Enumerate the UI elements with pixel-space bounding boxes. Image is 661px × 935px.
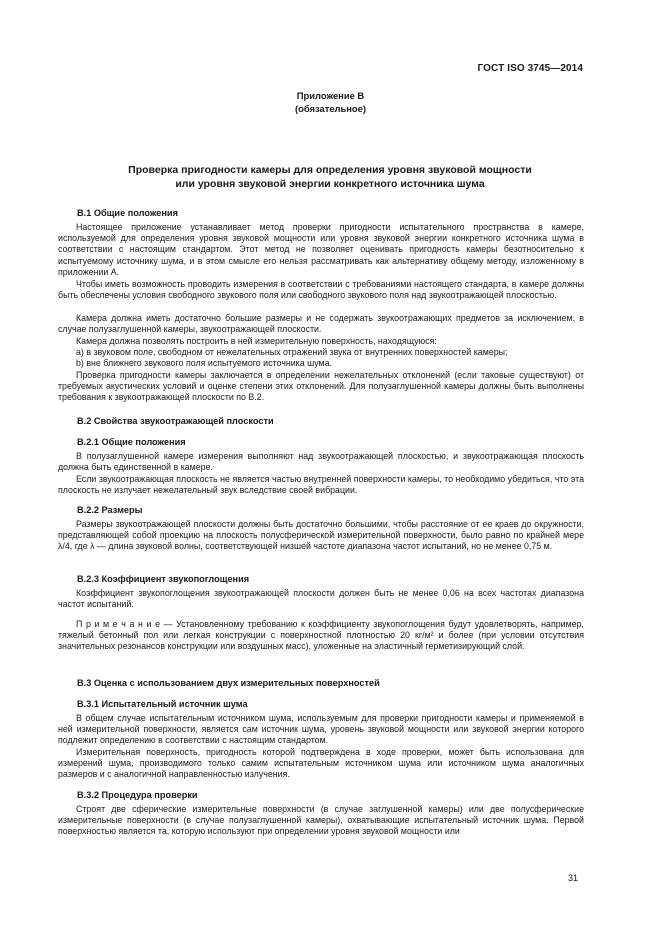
- section-b31-paragraph: [58, 747, 584, 781]
- section-b21-paragraph: [58, 474, 584, 496]
- section-b23-paragraph: [58, 588, 584, 610]
- section-b1-paragraph: [58, 370, 584, 404]
- section-b1-paragraph: [58, 279, 584, 301]
- section-b32-paragraph: [58, 804, 584, 838]
- section-b1-list-item: [58, 358, 584, 369]
- section-b2-heading: В.2 Свойства звукоотражающей плоскости: [77, 416, 274, 426]
- section-b1-paragraph: [58, 336, 584, 347]
- section-b22-paragraph: [58, 519, 584, 553]
- section-b31-heading: В.3.1 Испытательный источник шума: [77, 699, 248, 709]
- b1-p7: Проверка пригодности камеры заключается в определении нежелательных отклонений (если таковые существуют) от требуемых акустических условий и оценке степени этих отклонений. Для полузаглушенной камеры должны быть выполнены требования к звукоотражающей плоскости по В.2.: [58, 370, 584, 403]
- b21-p2: Если звукоотражающая плоскость не является частью внутренней поверхности камеры, то необходимо убедиться, что эта плоскость не излучает нежелательный звук вследствие своей вибрации.: [58, 474, 584, 496]
- b1-p2: Чтобы иметь возможность проводить измерения в соответствии с требованиями настоящего стандарта, в камере должны быть обеспечены условия свободного звукового поля или свободного звукового поля над звукоотражающей плоскостью.: [58, 279, 584, 301]
- section-b21-heading: В.2.1 Общие положения: [77, 437, 186, 447]
- section-b1-list-item: [58, 347, 584, 358]
- appendix-status: (обязательное): [295, 103, 366, 114]
- b1-p3: Камера должна иметь достаточно большие размеры и не содержать звукоотражающих предметов за исключением, в случае полузаглушенной камеры, звукоотражающей плоскости.: [58, 313, 584, 335]
- appendix-title-line1: Проверка пригодности камеры для определения уровня звуковой мощности: [128, 164, 532, 176]
- section-b31-paragraph: [58, 713, 584, 747]
- note-label: П р и м е ч а н и е: [76, 619, 161, 629]
- b23-p1: Коэффициент звукопоглощения звукоотражающей плоскости должен быть не менее 0,06 на всех частотах диапазона частот испытаний.: [58, 588, 584, 610]
- b21-p1: В полузаглушенной камере измерения выполняют над звукоотражающей плоскостью, и звукоотражающая плоскость должна быть единственной в камере.: [58, 451, 584, 473]
- appendix-title-line2: или уровня звуковой энергии конкретного источника шума: [175, 178, 485, 190]
- section-b21-paragraph: [58, 451, 584, 473]
- page-number: 31: [568, 873, 579, 883]
- section-b22-heading: В.2.2 Размеры: [77, 505, 143, 515]
- b32-p1: Строят две сферические измерительные поверхности (в случае заглушенной камеры) или две полусферические измерительные поверхности (в случае полузаглушенной камеры), охватывающие испытательный источник шума. Первой поверхностью является та, которую используют при определении уровня звуковой мощности или: [58, 804, 584, 837]
- section-b1-paragraph: [58, 313, 584, 335]
- b1-p5: а) в звуковом поле, свободном от нежелательных отражений звука от внутренних поверхностей камеры;: [76, 347, 508, 357]
- section-b32-heading: В.3.2 Процедура проверки: [77, 790, 198, 800]
- section-b3-heading: В.3 Оценка с использованием двух измерительных поверхностей: [77, 678, 380, 688]
- section-b23-note: [58, 619, 584, 653]
- note-text: — Установленному требованию к коэффициенту звукопоглощения будут удовлетворять, например, тяжелый бетонный пол или легкая конструкции с поверхностной плотностью 20 кг/м² и более (при условии отсутствия значительных резонансов конструкции или воздушных масс), уложенные на эластичный герметизирующий слой.: [58, 619, 584, 652]
- section-b1-heading: В.1 Общие положения: [77, 208, 178, 218]
- b1-p1: Настоящее приложение устанавливает метод проверки пригодности испытательного пространства в камере, используемой для определения уровня звуковой мощности или уровня звуковой энергии конкретного источника шума в соответствии с настоящим стандартом. Этот метод не позволяет оценивать пригодность камеры безотносительно к испытуемому источнику шума, и в этом смысле его нельзя рассматривать как альтернативу общему методу, изложенному в приложении А.: [58, 222, 584, 277]
- standard-designation: ГОСТ ISO 3745—2014: [477, 63, 583, 74]
- b1-p4: Камера должна позволять построить в ней измерительную поверхность, находящуюся:: [76, 336, 437, 346]
- b31-p1: В общем случае испытательным источником шума, используемым для проверки пригодности камеры и применяемой в ней измерительной поверхности, является сам источник шума, уровень звуковой мощности или звуковой энергии которого подлежит определению в соответствии с настоящим стандартом.: [58, 713, 584, 746]
- appendix-label: Приложение В: [296, 90, 365, 101]
- section-b1-paragraph: [58, 222, 584, 278]
- b1-p6: b) вне ближнего звукового поля испытуемого источника шума.: [76, 358, 332, 368]
- section-b23-heading: В.2.3 Коэффициент звукопоглощения: [77, 574, 250, 584]
- b22-p1: Размеры звукоотражающей плоскости должны быть достаточно большими, чтобы расстояние от ее краев до окружности, представляющей собой проекцию на плоскость полусферической измерительной поверхности, было равно по крайней мере λ/4, где λ — длина звуковой волны, соответствующей низшей частоте диапазона частот испытаний, но не менее 0,75 м.: [58, 519, 584, 552]
- b31-p2: Измерительная поверхность, пригодность которой подтверждена в ходе проверки, может быть использована для измерений шума, производимого только самим испытательным источником шума или источником шума аналогичных размеров и с аналогичной направленностью излучения.: [58, 747, 584, 780]
